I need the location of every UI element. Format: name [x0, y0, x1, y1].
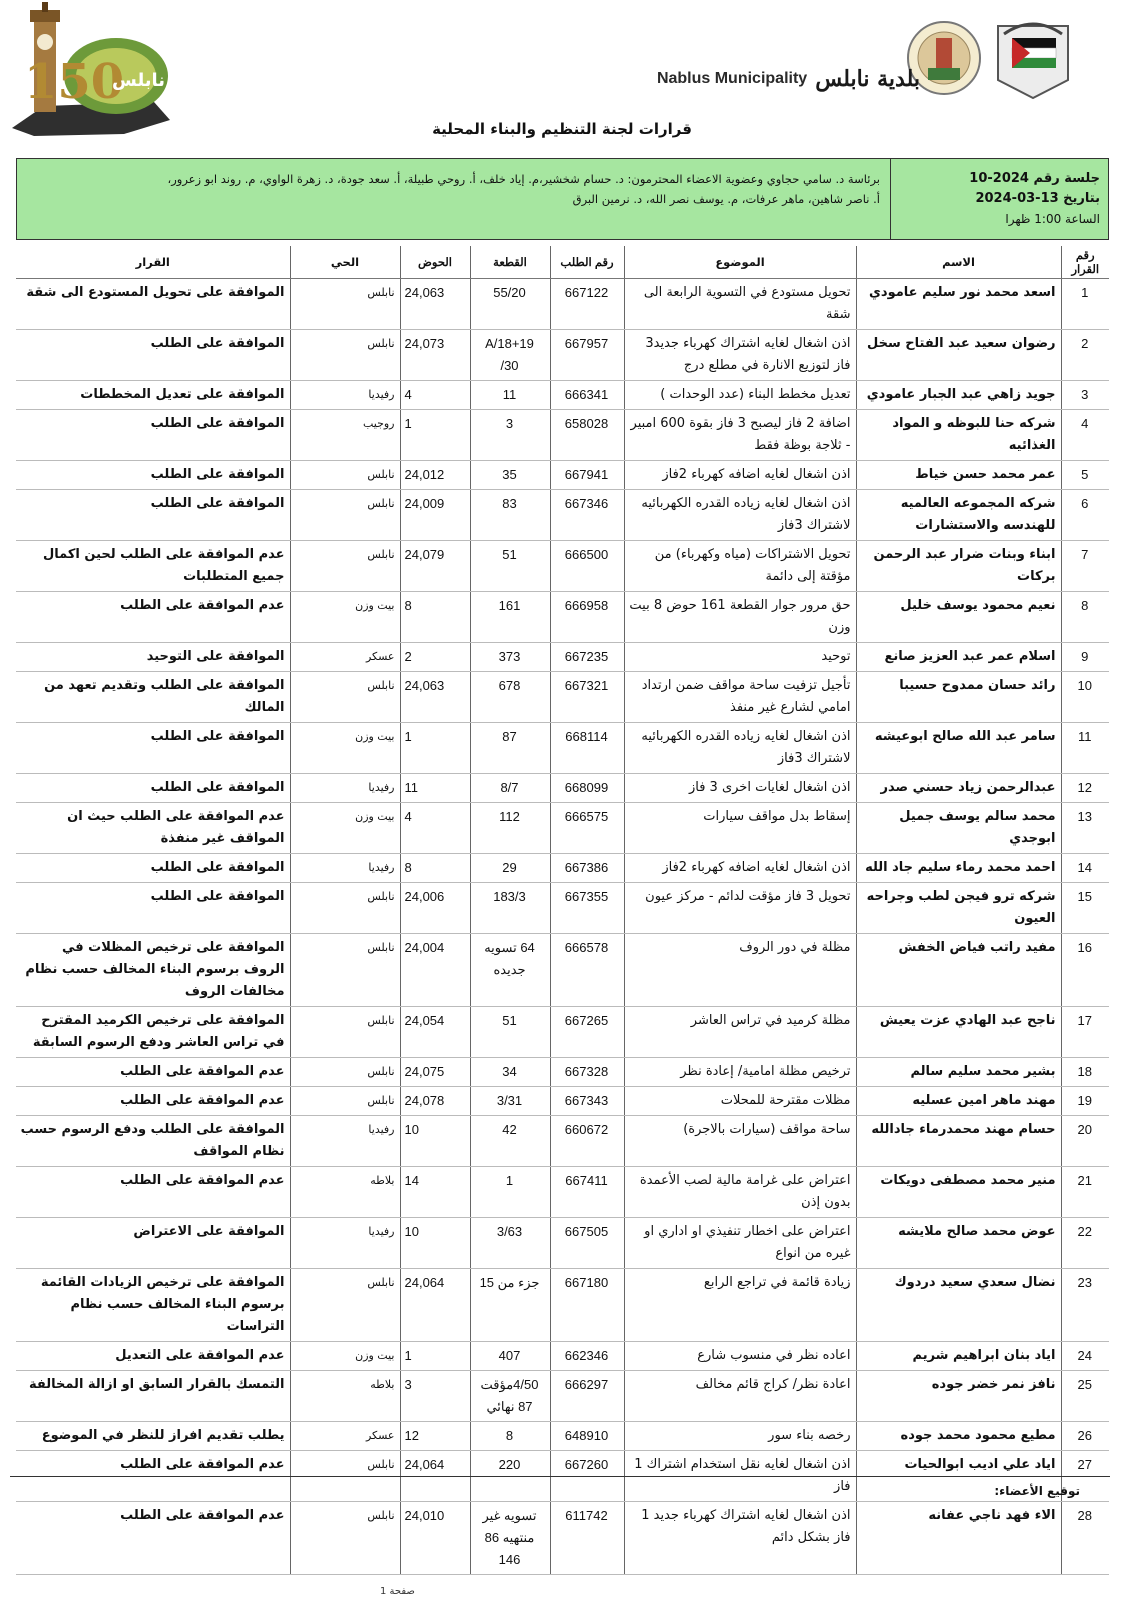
cell-district: عسكر [290, 1422, 400, 1451]
cell-decision-no: 27 [1061, 1451, 1109, 1502]
table-header-row [16, 246, 1109, 279]
cell-basin: 24,063 [400, 279, 470, 330]
cell-decision: الموافقة على الاعتراض [16, 1218, 290, 1269]
cell-decision-no: 6 [1061, 490, 1109, 541]
cell-district: نابلس [290, 279, 400, 330]
cell-request-no: 667957 [550, 330, 624, 381]
cell-subject: حق مرور جوار القطعة 161 حوض 8 بيت وزن [624, 592, 856, 643]
cell-decision: الموافقة على ترخيص المظلات في الروف برسوم البناء المخالف حسب نظام مخالفات الروف [16, 934, 290, 1007]
table-row [16, 1371, 1109, 1422]
cell-basin: 24,078 [400, 1087, 470, 1116]
cell-decision: الموافقة على ترخيص الكرميد المقترح في تراس العاشر ودفع الرسوم السابقة [16, 1007, 290, 1058]
cell-basin: 10 [400, 1116, 470, 1167]
cell-name: احمد محمد رماء سليم جاد الله [856, 854, 1061, 883]
cell-basin: 24,009 [400, 490, 470, 541]
table-row [16, 592, 1109, 643]
cell-name: رائد حسان ممدوح حسيبا [856, 672, 1061, 723]
cell-basin: 1 [400, 410, 470, 461]
cell-district: بلاطه [290, 1167, 400, 1218]
cell-request-no: 611742 [550, 1502, 624, 1575]
cell-district: نابلس [290, 883, 400, 934]
cell-basin: 24,004 [400, 934, 470, 1007]
cell-basin: 24,054 [400, 1007, 470, 1058]
table-row [16, 1087, 1109, 1116]
cell-name: نعيم محمود يوسف خليل [856, 592, 1061, 643]
cell-district: نابلس [290, 461, 400, 490]
cell-basin: 4 [400, 803, 470, 854]
table-row [16, 934, 1109, 1007]
cell-district: نابلس [290, 672, 400, 723]
cell-request-no: 667265 [550, 1007, 624, 1058]
cell-subject: اذن اشغال لغايه زياده القدره الكهربائيه لاشتراك 3فاز [624, 490, 856, 541]
cell-decision: الموافقة على الطلب وتقديم تعهد من المالك [16, 672, 290, 723]
cell-name: جويد زاهي عبد الجبار عامودي [856, 381, 1061, 410]
header-name: الاسم [856, 246, 1061, 279]
cell-decision: الموافقة على الطلب [16, 774, 290, 803]
cell-plot: 42 [470, 1116, 550, 1167]
cell-district: بيت وزن [290, 592, 400, 643]
cell-decision-no: 2 [1061, 330, 1109, 381]
cell-plot: 64 تسويه جديده [470, 934, 550, 1007]
anniversary-logo [4, 2, 174, 138]
committee-members [17, 159, 890, 239]
cell-district: نابلس [290, 541, 400, 592]
cell-request-no: 667321 [550, 672, 624, 723]
cell-decision: عدم الموافقة على الطلب [16, 1502, 290, 1575]
cell-subject: تحويل مستودع في التسوية الرابعة الى شقة [624, 279, 856, 330]
cell-district: نابلس [290, 1007, 400, 1058]
table-row [16, 1269, 1109, 1342]
cell-plot: A/18+19 /30 [470, 330, 550, 381]
table-row [16, 1007, 1109, 1058]
cell-basin: 8 [400, 854, 470, 883]
cell-subject: ساحة مواقف (سيارات بالاجرة) [624, 1116, 856, 1167]
cell-subject: تأجيل تزفيت ساحة مواقف ضمن ارتداد امامي لشارع غير منفذ [624, 672, 856, 723]
session-details [890, 159, 1108, 239]
cell-plot: 678 [470, 672, 550, 723]
cell-decision-no: 14 [1061, 854, 1109, 883]
cell-basin: 24,010 [400, 1502, 470, 1575]
cell-decision: الموافقة على الطلب [16, 410, 290, 461]
cell-request-no: 667260 [550, 1451, 624, 1502]
cell-district: نابلس [290, 1502, 400, 1575]
cell-subject: توحيد [624, 643, 856, 672]
cell-name: الاء فهد ناجي عفانه [856, 1502, 1061, 1575]
header-request-no: رقم الطلب [550, 246, 624, 279]
cell-decision: عدم الموافقة على الطلب [16, 1167, 290, 1218]
cell-plot: 8 [470, 1422, 550, 1451]
cell-plot: 3/31 [470, 1087, 550, 1116]
page-number: صفحة 1 [380, 1586, 415, 1597]
cell-decision: الموافقة على تعديل المخططات [16, 381, 290, 410]
cell-basin: 14 [400, 1167, 470, 1218]
cell-basin: 11 [400, 774, 470, 803]
cell-basin: 24,064 [400, 1451, 470, 1502]
cell-decision: الموافقة على الطلب [16, 854, 290, 883]
cell-decision-no: 3 [1061, 381, 1109, 410]
cell-subject: اذن اشغال لغايه زياده القدره الكهربائيه لاشتراك 3فاز [624, 723, 856, 774]
cell-decision-no: 8 [1061, 592, 1109, 643]
table-row [16, 1342, 1109, 1371]
cell-request-no: 666500 [550, 541, 624, 592]
municipality-emblems [906, 16, 1076, 100]
session-time: الساعة 1:00 ظهرا [1005, 212, 1100, 226]
cell-decision: عدم الموافقة على الطلب [16, 1451, 290, 1502]
cell-plot: 112 [470, 803, 550, 854]
cell-subject: اضافة 2 فاز ليصبح 3 فاز بقوة 600 امبير - ثلاجة بوظة فقط [624, 410, 856, 461]
cell-subject: اعتراض على اخطار تنفيذي او اداري او غيره من انواع [624, 1218, 856, 1269]
cell-request-no: 667328 [550, 1058, 624, 1087]
document-title: قرارات لجنة التنظيم والبناء المحلية [432, 120, 692, 138]
members-line-1: برئاسة د. سامي حجاوي وعضوية الاعضاء المحترمون: د. حسام شخشير،م. إياد خلف، أ. روحي طبيلة، أ. سعد جودة، د. زهرة الواوي، م. روند ابو زعرور، [167, 172, 880, 186]
cell-plot: جزء من 15 [470, 1269, 550, 1342]
table-row [16, 1218, 1109, 1269]
cell-decision-no: 24 [1061, 1342, 1109, 1371]
cell-plot: 8/7 [470, 774, 550, 803]
cell-name: نضال سعدي سعيد دردوك [856, 1269, 1061, 1342]
brand-english-name: Nablus Municipality [656, 70, 808, 87]
cell-name: اياد علي اديب ابوالحيات [856, 1451, 1061, 1502]
table-row [16, 1502, 1109, 1575]
svg-text:نابلس: نابلس [112, 70, 166, 91]
cell-plot: 87 [470, 723, 550, 774]
table-row [16, 461, 1109, 490]
cell-decision: عدم الموافقة على التعديل [16, 1342, 290, 1371]
cell-decision-no: 12 [1061, 774, 1109, 803]
cell-plot: 3/63 [470, 1218, 550, 1269]
cell-decision: عدم الموافقة على الطلب لحين اكمال جميع المتطلبات [16, 541, 290, 592]
cell-decision: الموافقة على الطلب [16, 490, 290, 541]
cell-decision: الموافقة على التوحيد [16, 643, 290, 672]
cell-district: نابلس [290, 1058, 400, 1087]
table-row [16, 723, 1109, 774]
cell-decision-no: 13 [1061, 803, 1109, 854]
cell-decision-no: 11 [1061, 723, 1109, 774]
cell-decision: الموافقة على الطلب ودفع الرسوم حسب نظام المواقف [16, 1116, 290, 1167]
cell-name: نافز نمر خضر جوده [856, 1371, 1061, 1422]
cell-subject: تحويل الاشتراكات (مياه وكهرباء) من مؤقتة إلى دائمة [624, 541, 856, 592]
cell-decision-no: 4 [1061, 410, 1109, 461]
cell-subject: اعتراض على غرامة مالية لصب الأعمدة بدون إذن [624, 1167, 856, 1218]
cell-decision: عدم الموافقة على الطلب حيث ان المواقف غير منفذة [16, 803, 290, 854]
cell-request-no: 666578 [550, 934, 624, 1007]
cell-request-no: 667386 [550, 854, 624, 883]
cell-district: بلاطه [290, 1371, 400, 1422]
cell-decision: الموافقة على الطلب [16, 330, 290, 381]
cell-district: رفيديا [290, 381, 400, 410]
cell-plot: 51 [470, 541, 550, 592]
cell-decision-no: 18 [1061, 1058, 1109, 1087]
members-signature-label: توقيع الأعضاء: [994, 1484, 1080, 1498]
cell-plot: 3 [470, 410, 550, 461]
cell-district: نابلس [290, 1451, 400, 1502]
cell-plot: 407 [470, 1342, 550, 1371]
cell-subject: ترخيص مظلة امامية/ إعادة نظر [624, 1058, 856, 1087]
cell-basin: 24,079 [400, 541, 470, 592]
table-row [16, 490, 1109, 541]
cell-decision-no: 23 [1061, 1269, 1109, 1342]
cell-district: رفيديا [290, 854, 400, 883]
cell-decision-no: 16 [1061, 934, 1109, 1007]
table-row [16, 330, 1109, 381]
cell-district: نابلس [290, 490, 400, 541]
cell-request-no: 667346 [550, 490, 624, 541]
table-row [16, 1167, 1109, 1218]
cell-decision-no: 9 [1061, 643, 1109, 672]
cell-name: اياد بنان ابراهيم شريم [856, 1342, 1061, 1371]
decisions-table [16, 246, 1109, 1575]
cell-name: بشير محمد سليم سالم [856, 1058, 1061, 1087]
cell-decision-no: 7 [1061, 541, 1109, 592]
cell-name: سامر عبد الله صالح ابوعيشه [856, 723, 1061, 774]
cell-basin: 1 [400, 723, 470, 774]
table-row [16, 1058, 1109, 1087]
cell-basin: 12 [400, 1422, 470, 1451]
cell-subject: تحويل 3 فاز مؤقت لدائم - مركز عيون [624, 883, 856, 934]
cell-decision: الموافقة على الطلب [16, 883, 290, 934]
table-row [16, 410, 1109, 461]
cell-decision-no: 25 [1061, 1371, 1109, 1422]
cell-subject: اذن اشغال لغايه اشتراك كهرباء جديد 1 فاز بشكل دائم [624, 1502, 856, 1575]
cell-name: مفيد راتب فياض الخفش [856, 934, 1061, 1007]
cell-basin: 1 [400, 1342, 470, 1371]
cell-request-no: 666341 [550, 381, 624, 410]
cell-subject: اذن اشغال لغايه اضافه كهرباء 2فاز [624, 461, 856, 490]
cell-subject: اذن اشغال لغايه اضافه كهرباء 2فاز [624, 854, 856, 883]
cell-name: ناجح عبد الهادي عزت يعيش [856, 1007, 1061, 1058]
cell-request-no: 667122 [550, 279, 624, 330]
cell-basin: 24,012 [400, 461, 470, 490]
cell-decision: يطلب تقديم افراز للنظر في الموضوع [16, 1422, 290, 1451]
cell-plot: 373 [470, 643, 550, 672]
cell-decision: عدم الموافقة على الطلب [16, 1087, 290, 1116]
header-subject: الموضوع [624, 246, 856, 279]
cell-request-no: 666575 [550, 803, 624, 854]
cell-request-no: 667941 [550, 461, 624, 490]
cell-decision-no: 15 [1061, 883, 1109, 934]
cell-name: شركه ترو فيجن لطب وجراحه العيون [856, 883, 1061, 934]
cell-name: عمر محمد حسن خياط [856, 461, 1061, 490]
cell-name: مطيع محمود محمد جوده [856, 1422, 1061, 1451]
table-row [16, 803, 1109, 854]
cell-decision-no: 1 [1061, 279, 1109, 330]
table-row [16, 774, 1109, 803]
header-decision-no: رقم القرار [1061, 246, 1109, 279]
cell-decision-no: 21 [1061, 1167, 1109, 1218]
cell-decision: عدم الموافقة على الطلب [16, 1058, 290, 1087]
cell-district: رفيديا [290, 1116, 400, 1167]
cell-decision-no: 26 [1061, 1422, 1109, 1451]
cell-decision-no: 19 [1061, 1087, 1109, 1116]
cell-district: نابلس [290, 330, 400, 381]
cell-subject: اعاده نظر في منسوب شارع [624, 1342, 856, 1371]
table-row [16, 883, 1109, 934]
cell-name: عبدالرحمن زياد حسني صدر [856, 774, 1061, 803]
cell-request-no: 667180 [550, 1269, 624, 1342]
cell-decision: عدم الموافقة على الطلب [16, 592, 290, 643]
cell-request-no: 667505 [550, 1218, 624, 1269]
cell-name: اسعد محمد نور سليم عامودي [856, 279, 1061, 330]
cell-district: روجيب [290, 410, 400, 461]
cell-subject: إسقاط بدل مواقف سيارات [624, 803, 856, 854]
cell-request-no: 667343 [550, 1087, 624, 1116]
cell-subject: مظلات مقترحة للمحلات [624, 1087, 856, 1116]
cell-basin: 8 [400, 592, 470, 643]
cell-plot: 34 [470, 1058, 550, 1087]
cell-plot: 161 [470, 592, 550, 643]
cell-request-no: 667235 [550, 643, 624, 672]
cell-subject: تعديل مخطط البناء (عدد الوحدات ) [624, 381, 856, 410]
cell-request-no: 667355 [550, 883, 624, 934]
cell-plot: 1 [470, 1167, 550, 1218]
cell-district: عسكر [290, 643, 400, 672]
cell-decision-no: 17 [1061, 1007, 1109, 1058]
session-date: بتاريخ 13-03-2024 [975, 191, 1100, 206]
cell-request-no: 666958 [550, 592, 624, 643]
cell-name: مهند ماهر امين عسليه [856, 1087, 1061, 1116]
cell-decision-no: 20 [1061, 1116, 1109, 1167]
cell-plot: 35 [470, 461, 550, 490]
cell-decision: الموافقة على الطلب [16, 461, 290, 490]
cell-district: بيت وزن [290, 1342, 400, 1371]
cell-district: بيت وزن [290, 723, 400, 774]
cell-decision: الموافقة على ترخيص الزيادات القائمة برسوم البناء المخالف حسب نظام التراسات [16, 1269, 290, 1342]
cell-district: رفيديا [290, 774, 400, 803]
cell-basin: 3 [400, 1371, 470, 1422]
cell-district: بيت وزن [290, 803, 400, 854]
cell-basin: 2 [400, 643, 470, 672]
cell-decision-no: 10 [1061, 672, 1109, 723]
cell-request-no: 666297 [550, 1371, 624, 1422]
cell-request-no: 658028 [550, 410, 624, 461]
cell-district: رفيديا [290, 1218, 400, 1269]
cell-request-no: 668099 [550, 774, 624, 803]
table-row [16, 643, 1109, 672]
cell-plot: 220 [470, 1451, 550, 1502]
cell-name: منير محمد مصطفى دويكات [856, 1167, 1061, 1218]
cell-plot: 183/3 [470, 883, 550, 934]
table-row [16, 1422, 1109, 1451]
cell-subject: رخصه بناء سور [624, 1422, 856, 1451]
members-line-2: أ. ناصر شاهين، ماهر عرفات، م. يوسف نصر الله، د. نرمين البرق [572, 192, 880, 206]
table-row [16, 1116, 1109, 1167]
cell-basin: 24,075 [400, 1058, 470, 1087]
cell-subject: مظلة كرميد في تراس العاشر [624, 1007, 856, 1058]
cell-name: حسام مهند محمدرماء جادالله [856, 1116, 1061, 1167]
cell-plot: 51 [470, 1007, 550, 1058]
session-info-box [16, 158, 1109, 240]
cell-name: ابناء وبنات ضرار عبد الرحمن بركات [856, 541, 1061, 592]
cell-district: نابلس [290, 934, 400, 1007]
cell-plot: 55/20 [470, 279, 550, 330]
brand-header [620, 64, 920, 94]
cell-name: شركه المجموعه العالميه للهندسه والاستشارات [856, 490, 1061, 541]
table-row [16, 854, 1109, 883]
cell-name: شركه حنا للبوظه و المواد الغذائيه [856, 410, 1061, 461]
cell-decision-no: 22 [1061, 1218, 1109, 1269]
cell-request-no: 648910 [550, 1422, 624, 1451]
header-district: الحي [290, 246, 400, 279]
cell-subject: اعادة نظر/ كراج قائم مخالف [624, 1371, 856, 1422]
cell-decision-no: 5 [1061, 461, 1109, 490]
session-number: جلسة رقم 2024-10 [969, 171, 1100, 186]
header-basin: الحوض [400, 246, 470, 279]
cell-subject: زيادة قائمة في تراجع الرابع [624, 1269, 856, 1342]
cell-plot: 83 [470, 490, 550, 541]
table-row [16, 279, 1109, 330]
table-row [16, 672, 1109, 723]
header-plot: القطعة [470, 246, 550, 279]
cell-decision: التمسك بالقرار السابق او ازالة المخالفة [16, 1371, 290, 1422]
cell-subject: اذن اشغال لغايات اخرى 3 فاز [624, 774, 856, 803]
cell-plot: 11 [470, 381, 550, 410]
cell-plot: 29 [470, 854, 550, 883]
svg-text:150: 150 [24, 54, 125, 110]
cell-basin: 24,063 [400, 672, 470, 723]
cell-basin: 10 [400, 1218, 470, 1269]
cell-request-no: 668114 [550, 723, 624, 774]
cell-basin: 24,064 [400, 1269, 470, 1342]
cell-subject: اذن اشغال لغايه اشتراك كهرباء جديد3 فاز لتوزيع الانارة في مطلع درج [624, 330, 856, 381]
cell-name: محمد سالم يوسف جميل ابوجدي [856, 803, 1061, 854]
cell-subject: مظلة في دور الروف [624, 934, 856, 1007]
cell-basin: 24,006 [400, 883, 470, 934]
cell-request-no: 660672 [550, 1116, 624, 1167]
table-row [16, 541, 1109, 592]
cell-decision-no: 28 [1061, 1502, 1109, 1575]
cell-plot: 4/50مؤقت 87 نهائي [470, 1371, 550, 1422]
cell-name: اسلام عمر عبد العزيز صانع [856, 643, 1061, 672]
cell-basin: 4 [400, 381, 470, 410]
footer-divider [10, 1476, 1110, 1477]
cell-subject: اذن اشغال لغايه نقل استخدام اشتراك 1 فاز [624, 1451, 856, 1502]
cell-name: عوض محمد صالح ملايشه [856, 1218, 1061, 1269]
cell-request-no: 667411 [550, 1167, 624, 1218]
cell-decision: الموافقة على تحويل المستودع الى شقة [16, 279, 290, 330]
cell-decision: الموافقة على الطلب [16, 723, 290, 774]
header-decision: القرار [16, 246, 290, 279]
cell-name: رضوان سعيد عبد الفتاح سخل [856, 330, 1061, 381]
cell-district: نابلس [290, 1087, 400, 1116]
table-row [16, 381, 1109, 410]
cell-district: نابلس [290, 1269, 400, 1342]
brand-arabic-name: بلدية نابلس [815, 66, 920, 92]
cell-basin: 24,073 [400, 330, 470, 381]
cell-request-no: 662346 [550, 1342, 624, 1371]
cell-plot: تسويه غير منتهيه 86 146 [470, 1502, 550, 1575]
